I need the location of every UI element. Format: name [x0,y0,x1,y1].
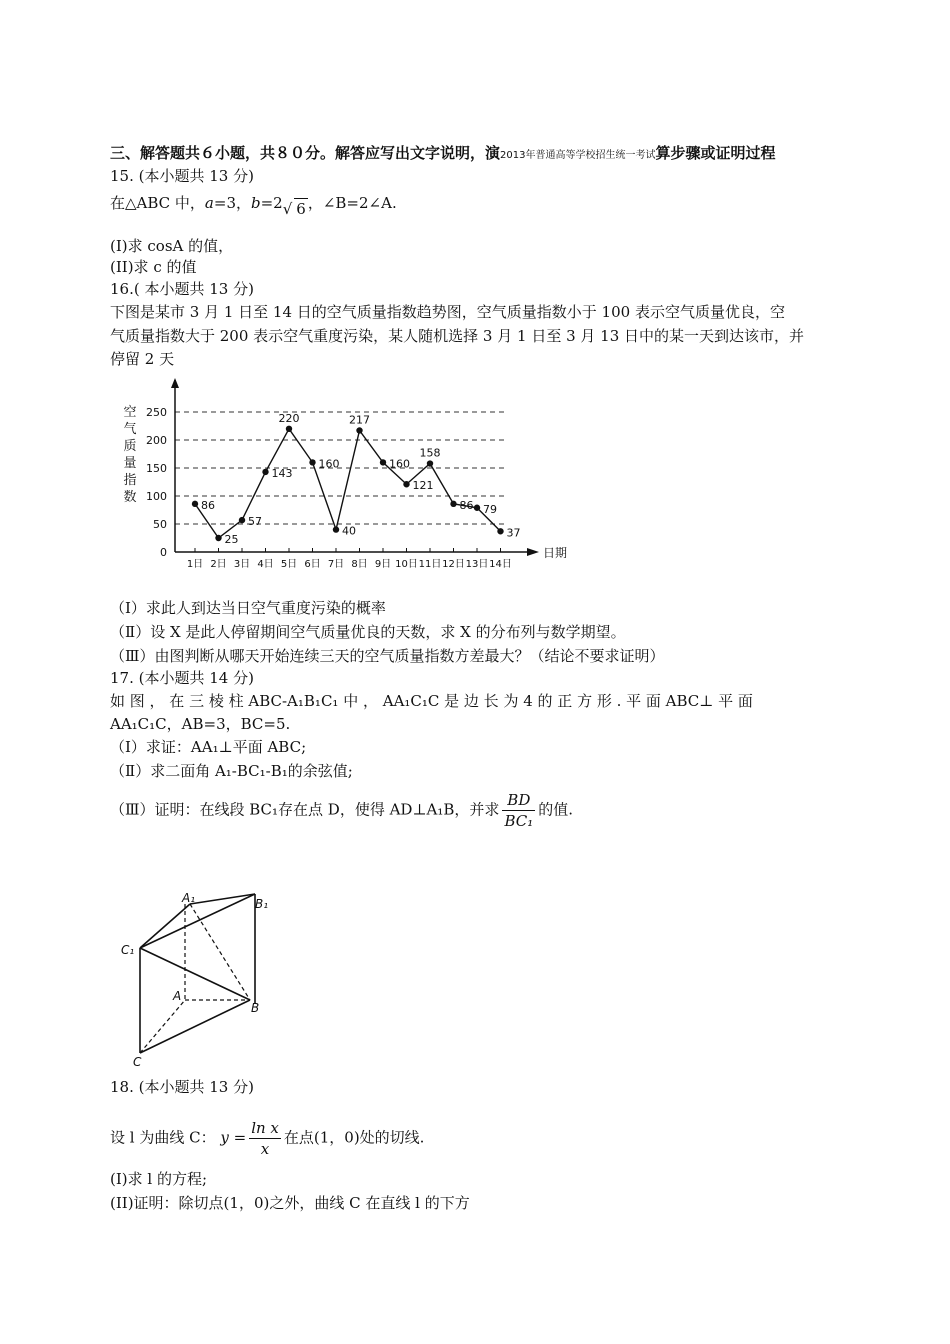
q15-title: 15. (本小题共 13 分) [110,167,254,185]
q17-fraction [502,790,535,831]
x-tick-label: 7日 [327,559,345,570]
x-tick-label: 1日 [186,559,204,570]
q17-title: 17. (本小题共 14 分) [110,669,254,687]
section-header-tail: 算步骤或证明过程 [655,144,776,162]
q16-part1: （Ⅰ）求此人到达当日空气重度污染的概率 [110,599,386,617]
q16-part2: （Ⅱ）设 X 是此人停留期间空气质量优良的天数，求 X 的分布列与数学期望。 [110,623,626,641]
data-label: 79 [483,502,497,516]
q16-line1: 下图是某市 3 月 1 日至 14 日的空气质量指数趋势图，空气质量指数小于 100 表示空气质量优良，空 [110,303,785,321]
q17-part3 [110,790,573,831]
data-point [403,481,409,487]
data-label: 25 [224,533,239,546]
x-tick-label: 3日 [233,559,251,570]
q18-part2: (II)证明：除切点(1，0)之外，曲线 C 在直线 l 的下方 [110,1194,470,1212]
q16-line2: 气质量指数大于 200 表示空气重度污染，某人随机选择 3 月 1 日至 3 月 13 日中的某一天到达该市，并 [110,327,805,345]
y-axis-label-char: 空 [123,405,137,420]
label-C: C [133,1055,142,1069]
x-tick-label: 5日 [280,559,298,570]
q17-part2: （Ⅱ）求二面角 A₁-BC₁-B₁的余弦值; [110,762,353,780]
q18-part1: (I)求 l 的方程; [110,1170,208,1188]
label-C1: C₁ [121,943,135,957]
q18-frac-den: x [260,1140,270,1158]
x-tick-label: 11日 [418,559,442,570]
q17-part3-text: （Ⅲ）证明：在线段 BC₁存在点 D，使得 AD⊥A₁B，并求 [110,800,500,819]
x-tick-label: 14日 [489,559,512,570]
q18-stem-tail: 在点(1，0)处的切线. [283,1128,425,1147]
data-point [356,427,362,433]
q17-line1: 如 图 ， 在 三 棱 柱 ABC-A₁B₁C₁ 中 ， AA₁C₁C 是 边 长 为 4 的 正 方 形 . 平 面 ABC⊥ 平 面 [110,692,753,710]
label-A1: A₁ [182,891,196,905]
data-label: 160 [389,457,410,471]
data-point [427,460,433,466]
q15-angle: ，∠B=2∠A. [307,194,397,212]
data-label: 143 [271,466,293,480]
q17-frac-den: BC₁ [504,812,534,830]
q15-eq1: =3， [213,194,251,212]
x-tick-label: 6日 [304,559,321,570]
x-tick-label: 13日 [465,559,489,570]
q16-line3: 停留 2 天 [110,350,175,368]
data-label: 40 [342,524,356,538]
x-tick-label: 4日 [257,559,274,570]
q17-part1: （Ⅰ）求证：AA₁⊥平面 ABC; [110,738,307,756]
y-axis-label-char: 气 [123,422,137,437]
data-point [192,501,198,507]
data-label: 220 [278,411,300,425]
q15-sqrt-value: 6 [296,200,306,218]
q15-var-b: b [251,194,261,212]
x-tick-label: 8日 [351,559,368,570]
q15-stem-text: 在△ABC 中， [110,194,205,212]
x-tick-label: 10日 [395,559,418,570]
data-point [286,426,292,432]
data-point [262,469,268,475]
data-point [309,459,315,465]
y-tick-label: 250 [146,406,167,419]
q15-part2: (II)求 c 的值 [110,258,197,276]
y-tick-label: 50 [153,518,167,531]
data-label: 217 [349,413,370,427]
y-axis-label-char: 量 [123,456,137,471]
data-label: 86 [459,498,474,512]
y-axis-label-char: 数 [123,490,137,505]
q18-fraction [249,1118,281,1159]
data-point [380,459,386,465]
q16-part3: （Ⅲ）由图判断从哪天开始连续三天的空气质量指数方差最大？（结论不要求证明） [110,647,665,665]
q15-eq2: =2 [260,194,283,212]
data-point [474,505,480,511]
x-axis-arrow [527,548,539,556]
prism-figure [115,888,285,1068]
data-label: 158 [419,446,441,460]
q16-title: 16.( 本小题共 13 分) [110,280,254,298]
data-point [497,528,503,534]
x-tick-label: 12日 [442,559,465,570]
data-point [215,535,221,541]
q15-part1: (I)求 cosA 的值， [110,237,234,255]
aqi-line-chart [110,372,568,587]
q17-frac-num: BD [502,790,535,811]
y-tick-label: 0 [160,546,167,559]
q18-y-eq: y = [220,1128,247,1147]
x-tick-label: 9日 [374,559,392,570]
y-tick-label: 150 [146,462,167,475]
q18-title: 18. (本小题共 13 分) [110,1078,254,1096]
q17-line2: AA₁C₁C，AB=3，BC=5. [110,715,291,733]
data-label: 86 [201,498,215,512]
data-point [450,501,456,507]
q17-part3-tail: 的值. [538,800,574,819]
data-label: 121 [412,479,434,493]
y-axis-arrow [171,378,179,388]
watermark-text: 2013年普通高等学校招生统一考试 [500,150,656,161]
data-point [333,526,339,532]
section-header [110,143,775,166]
data-label: 37 [506,526,521,540]
q18-stem [110,1118,424,1159]
y-axis-label-char: 指 [123,473,137,488]
q18-frac-num: ln x [251,1119,279,1137]
y-tick-label: 100 [146,490,167,503]
label-B: B [251,1001,260,1015]
q18-stem-text: 设 l 为曲线 C： [110,1128,216,1147]
data-point [239,517,245,523]
q15-var-a: a [204,194,214,212]
q15-stem: 在△ABC 中，a=3，b=2√ 6 ，∠B=2∠A. [110,194,397,218]
data-label: 160 [318,457,340,471]
label-B1: B₁ [255,897,269,911]
x-tick-label: 2日 [210,559,227,570]
label-A: A [173,989,182,1003]
data-label: 57 [248,515,262,529]
section-header-text: 三、解答题共６小题，共８０分。解答应写出文字说明，演 [110,144,501,162]
y-tick-label: 200 [146,434,167,447]
x-axis-label: 日期 [543,546,568,560]
y-axis-label-char: 质 [123,439,137,454]
